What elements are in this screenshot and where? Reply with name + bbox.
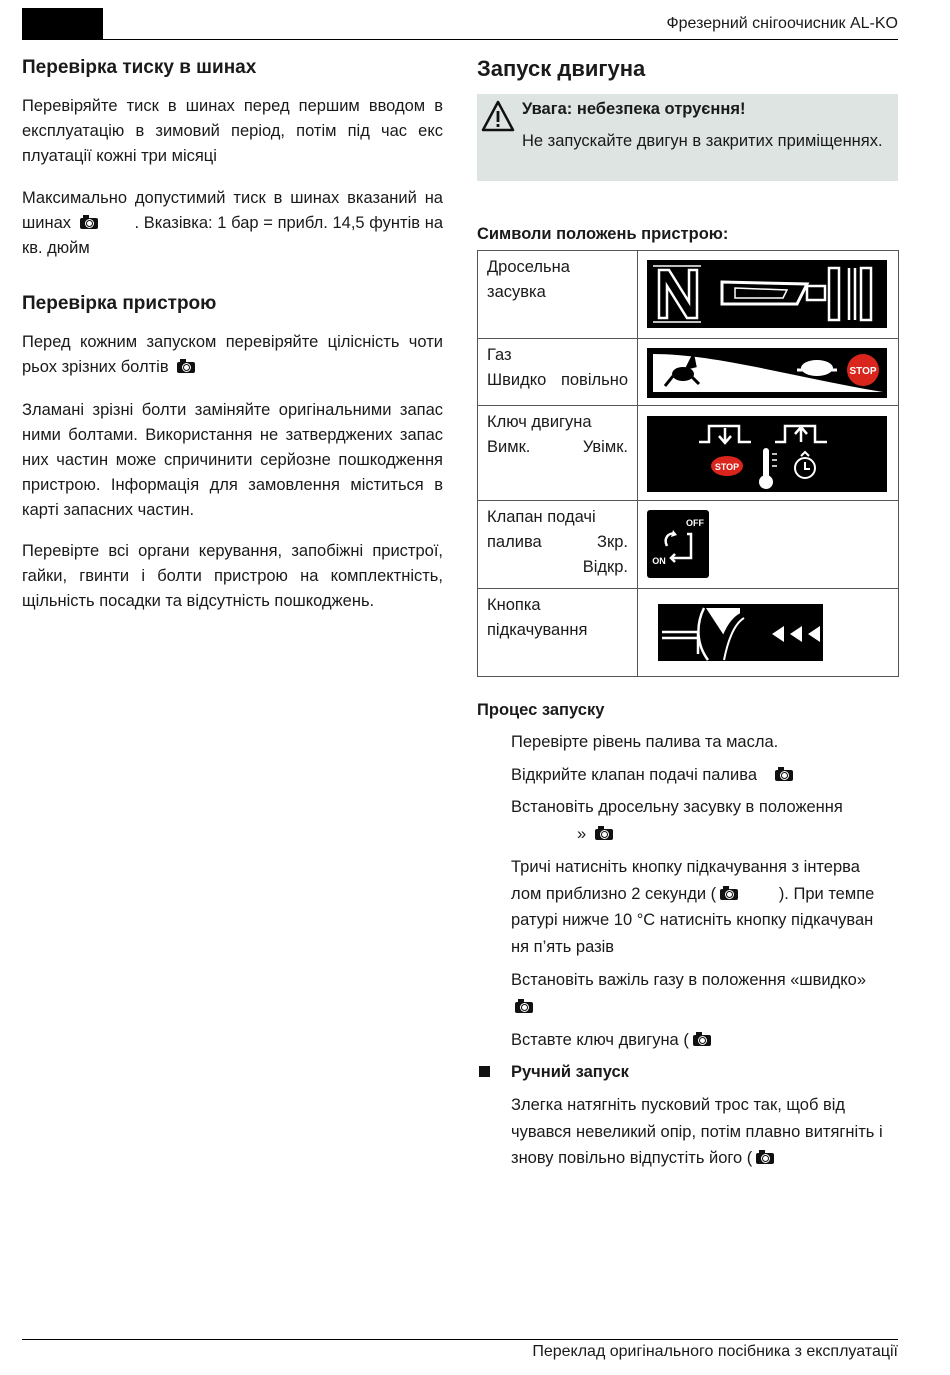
- step-primer: [511, 854, 891, 960]
- manual-start-heading: Ручний запуск: [511, 1063, 629, 1081]
- key-on-label: Увімк.: [582, 438, 628, 456]
- symbol-key-line2: [487, 435, 628, 460]
- fuel-open-label: Відкр.: [582, 558, 628, 576]
- symbols-table: [477, 250, 899, 677]
- throttle-fast-label: Швидко: [487, 371, 547, 389]
- tire-paragraph-2a: Максимально допустимий тиск в шинах вказаний на шинах: [22, 189, 443, 232]
- symbol-label-choke: [478, 251, 638, 339]
- symbol-label-key: [478, 406, 638, 501]
- warning-triangle-icon: [481, 100, 515, 132]
- symbol-throttle-line1: Газ: [487, 346, 512, 364]
- throttle-stop-label: STOP: [849, 366, 877, 377]
- camera-icon: [595, 829, 613, 840]
- table-row: [478, 339, 899, 406]
- step-set-choke-quote: »: [577, 824, 587, 843]
- step-set-choke-text: Встановіть дросельну засувку в положення: [511, 798, 843, 816]
- step-check-fuel: Перевірте рівень палива та масла.: [511, 733, 779, 751]
- footer-rule: [22, 1339, 898, 1340]
- tire-pressure-heading: Перевірка тиску в шинах: [22, 57, 257, 78]
- key-off-label: Вимк.: [487, 438, 531, 456]
- fuel-valve-icon: [647, 510, 711, 580]
- header-rule: [22, 39, 898, 40]
- header-title: Фрезерний снігоочисник AL-KO: [666, 15, 898, 32]
- choke-icon: [647, 260, 887, 330]
- table-row: [478, 501, 899, 589]
- table-row: [478, 589, 899, 677]
- throttle-icon: [647, 348, 887, 398]
- throttle-slow-label: повільно: [560, 371, 628, 389]
- symbol-primer-line1: Кнопка: [487, 596, 541, 614]
- tire-paragraph-1: Перевіряйте тиск в шинах перед першим вводом в експлуатацію в зимовий період, потім під час екс плуатації кожні три місяці: [22, 97, 443, 165]
- symbol-label-fuel: [478, 501, 638, 589]
- device-paragraph-3: Перевірте всі органи керування, запобіжні пристрої, гайки, гвинти і болти пристрою на комплектність, щільність посадки та відсутність пошкоджень.: [22, 542, 443, 610]
- symbol-primer-line2: підкачування: [487, 621, 588, 639]
- bullet-square-icon: [479, 1066, 490, 1077]
- symbol-fuel-line2: [487, 530, 628, 555]
- step-insert-key: [511, 1027, 891, 1054]
- primer-button-icon: [658, 604, 828, 664]
- device-paragraph-1-text: Перед кожним запуском перевіряйте цілісність чоти рьох зрізних болтів: [22, 333, 443, 376]
- symbol-image-throttle: [638, 339, 899, 406]
- tire-paragraph-2: [22, 186, 443, 261]
- step-insert-key-text: Вставте ключ двигуна (: [511, 1031, 689, 1049]
- key-stop-label: STOP: [714, 462, 740, 472]
- symbol-image-primer: [638, 589, 899, 677]
- camera-icon: [693, 1035, 711, 1046]
- step-pull-cord-text: Злегка натягніть пусковий трос так, щоб від чувався невеликий опір, потім плавно витягніть і знову повільно відпустіть його (: [511, 1096, 883, 1167]
- warning-title: Увага: небезпека отруєння!: [522, 100, 746, 118]
- engine-key-icon: [647, 416, 887, 492]
- step-open-fuel-valve-text: Відкрийте клапан подачі палива: [511, 766, 758, 784]
- step-open-fuel-valve: [511, 762, 891, 789]
- step-pull-cord: [511, 1092, 891, 1172]
- device-paragraph-1: [22, 330, 443, 380]
- camera-icon: [775, 770, 793, 781]
- camera-icon: [720, 889, 738, 900]
- step-primer-text-a: Тричі натисніть кнопку підкачування з інтерва лом приблизно 2 секунди (: [511, 858, 860, 903]
- engine-start-heading: Запуск двигуна: [477, 56, 646, 81]
- symbol-label-throttle: [478, 339, 638, 406]
- camera-icon: [515, 1002, 533, 1013]
- symbol-fuel-line3: [487, 555, 628, 580]
- table-row: [478, 251, 899, 339]
- symbol-image-fuel: [638, 501, 899, 589]
- tire-paragraph-2b: . Вказівка: 1 бар = прибл. 14,5 фунтів на кв. дюйм: [22, 214, 443, 257]
- fuel-label-word: палива: [487, 533, 542, 551]
- fuel-closed-label: Зкр.: [597, 533, 628, 551]
- step-set-choke: [511, 794, 891, 847]
- symbol-label-primer: [478, 589, 638, 677]
- warning-text: Не запускайте двигун в закритих приміщеннях.: [522, 132, 883, 150]
- symbol-choke-line1: Дросельна: [487, 258, 570, 276]
- symbol-fuel-line1: Клапан подачі: [487, 508, 596, 526]
- warning-box: [477, 94, 898, 181]
- symbol-throttle-line2: [487, 368, 628, 393]
- camera-icon: [756, 1153, 774, 1164]
- symbol-choke-line2: засувка: [487, 283, 546, 301]
- start-process-heading: Процес запуску: [477, 701, 605, 719]
- device-paragraph-2: Зламані зрізні болти заміняйте оригінальними запас ними болтами. Використання не затверджених запас них частин може спричинити серйозне пошкодження пристрою. Інформація для замовлення міститься в карті запасних частин.: [22, 401, 443, 519]
- table-row: [478, 406, 899, 501]
- device-check-heading: Перевірка пристрою: [22, 293, 217, 314]
- step-primer-text-b: ). При темпе ратурі нижче 10 °C натисніть кнопку підкачуван ня п’ять разів: [511, 884, 875, 956]
- symbol-key-line1: Ключ двигуна: [487, 413, 592, 431]
- header-black-block: [22, 8, 103, 39]
- camera-icon: [80, 218, 98, 229]
- symbol-image-choke: [638, 251, 899, 339]
- footer-text: Переклад оригінального посібника з експлуатації: [532, 1343, 898, 1360]
- fuel-on-label: ON: [652, 556, 666, 566]
- camera-icon: [177, 362, 195, 373]
- symbol-image-key: [638, 406, 899, 501]
- fuel-off-label: OFF: [686, 518, 704, 528]
- step-throttle-fast: [511, 967, 891, 1020]
- symbols-heading: Символи положень пристрою:: [477, 225, 729, 243]
- step-throttle-fast-text: Встановіть важіль газу в положення «швидко»: [511, 971, 867, 989]
